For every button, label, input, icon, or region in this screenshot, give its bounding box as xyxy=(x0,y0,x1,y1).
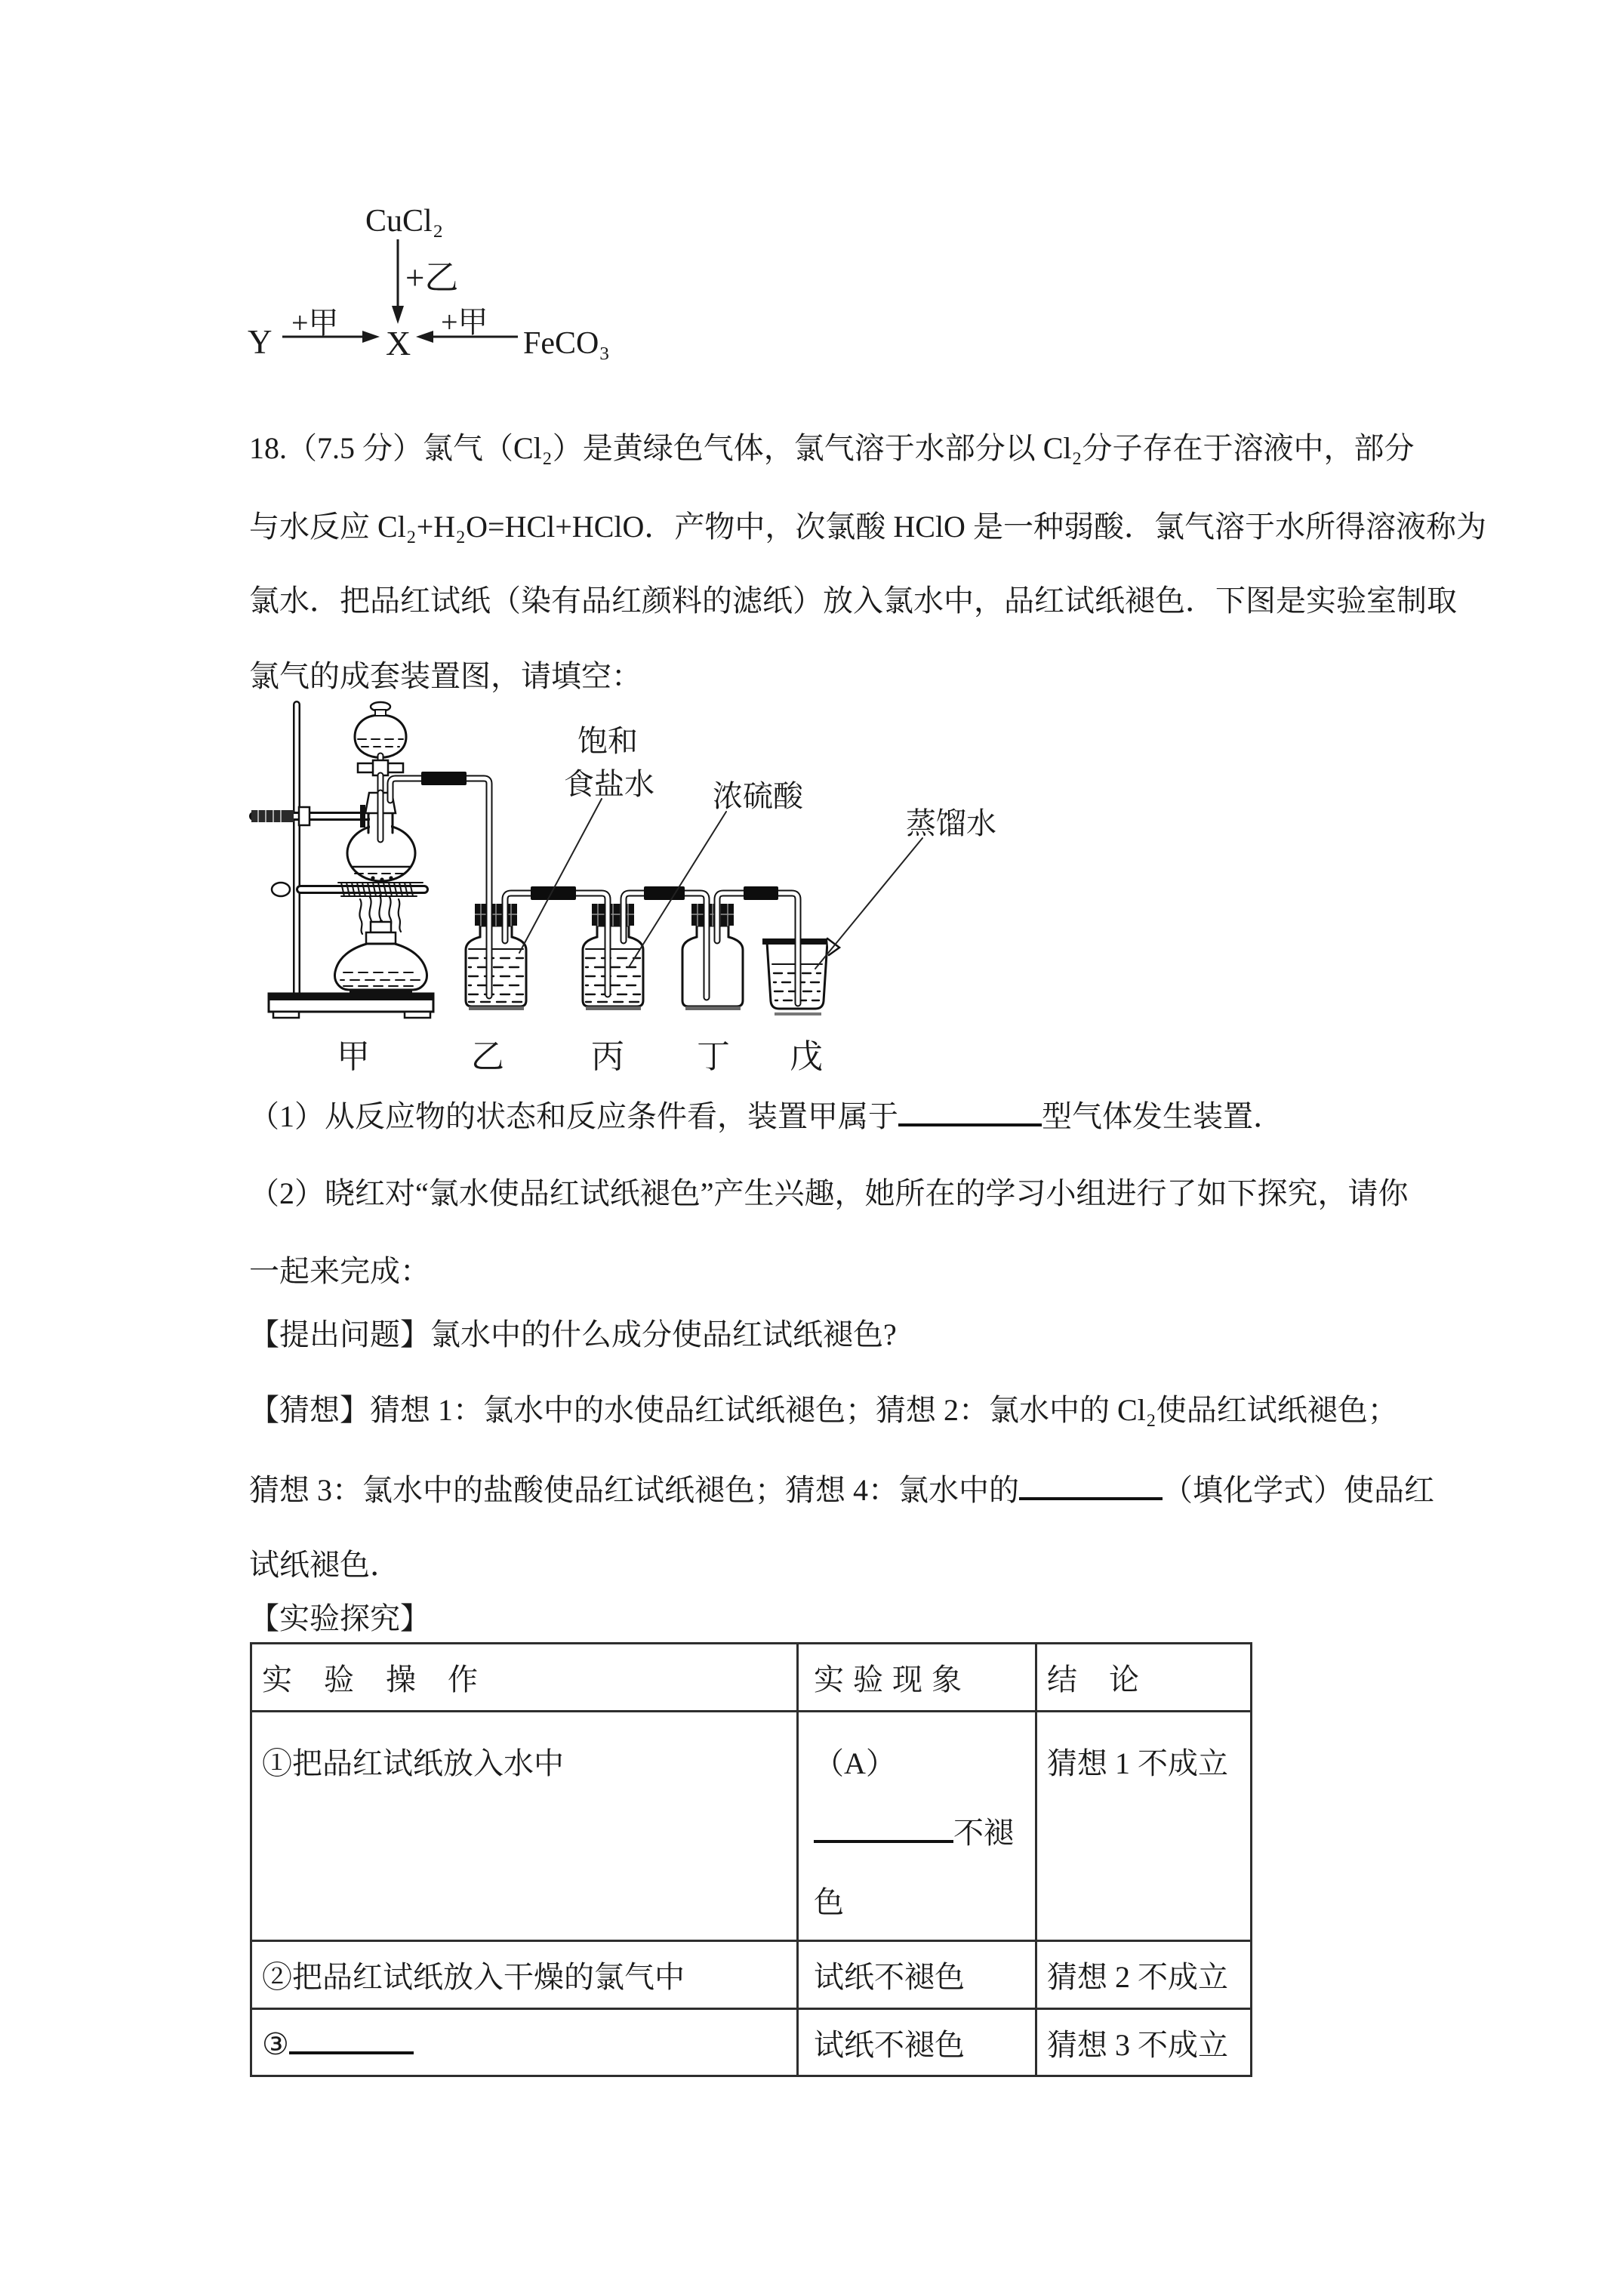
question-line-2: 与水反应 Cl₂+H₂O=HCl+HClO．产物中，次氯酸 HClO 是一种弱酸．氯气溶于水所得溶液称为 xyxy=(249,510,1486,544)
question-line-3: 氯水．把品红试纸（染有品红颜料的滤纸）放入氯水中，品红试纸褪色．下图是实验室制取 xyxy=(249,584,1457,618)
bottle-ding xyxy=(682,926,743,1010)
label-plus-yi: +乙 xyxy=(405,259,459,297)
header-operation: 实 验 操 作 xyxy=(251,1644,798,1712)
arrow-right-head xyxy=(362,331,380,343)
row3-conclusion: 猜想 3 不成立 xyxy=(1036,2009,1252,2076)
table-row-3 xyxy=(251,2009,1252,2076)
section-guesses-line-2 xyxy=(249,1469,1525,1512)
question-line-4: 氯气的成套装置图，请填空： xyxy=(249,659,642,693)
question-1 xyxy=(249,1095,1525,1138)
label-device-bing: 丙 xyxy=(591,1038,624,1075)
apparatus-figure xyxy=(211,698,1163,1080)
row1-phenomenon-suffix: 不褪色 xyxy=(814,1816,1014,1919)
section-problem: 【提出问题】氯水中的什么成分使品红试纸褪色? xyxy=(249,1318,897,1351)
blank-underline xyxy=(814,1811,953,1843)
label-device-jia: 甲 xyxy=(337,1038,370,1075)
arrow-down-head xyxy=(392,306,404,324)
label-sulfuric-acid: 浓硫酸 xyxy=(713,779,803,813)
row2-phenomenon: 试纸不褪色 xyxy=(798,1941,1036,2009)
row2-operation: ②把品红试纸放入干燥的氯气中 xyxy=(251,1941,798,2009)
question-line-1: 18.（7.5 分）氯气（Cl₂）是黄绿色气体，氯气溶于水部分以 Cl₂分子存在于溶液中，部分 xyxy=(249,431,1415,465)
guess-4-prefix: 猜想 3：氯水中的盐酸使品红试纸褪色；猜想 4：氯水中的 xyxy=(249,1473,1019,1507)
table-header-row xyxy=(251,1644,1252,1712)
arrow-left-head xyxy=(416,331,433,343)
experiment-table xyxy=(250,1642,1252,2077)
row1-conclusion: 猜想 1 不成立 xyxy=(1036,1712,1252,1941)
row1-operation: ①把品红试纸放入水中 xyxy=(251,1712,798,1941)
label-saturated-brine-2: 食盐水 xyxy=(564,767,654,801)
bottle-bing xyxy=(583,926,643,1010)
table-row-1 xyxy=(251,1712,1252,1941)
label-x: X xyxy=(386,324,411,362)
section-guesses-line-3: 试纸褪色． xyxy=(249,1548,400,1582)
question-2-line-1: （2）晓红对“氯水使品红试纸褪色”产生兴趣，她所在的学习小组进行了如下探究，请你 xyxy=(249,1176,1409,1210)
blank-underline xyxy=(289,2023,414,2054)
label-y: Y xyxy=(248,323,273,361)
bottle-yi xyxy=(466,926,526,1010)
section-guesses-line-1: 【猜想】猜想 1：氯水中的水使品红试纸褪色；猜想 2：氯水中的 Cl₂使品红试纸褪色； xyxy=(249,1393,1398,1427)
label-device-ding: 丁 xyxy=(697,1038,730,1075)
question-1-prefix: （1）从反应物的状态和反应条件看，装置甲属于 xyxy=(249,1099,898,1133)
reaction-diagram xyxy=(226,189,634,370)
label-device-yi: 乙 xyxy=(471,1038,504,1075)
label-plus-jia-right: +甲 xyxy=(441,305,488,339)
row1-phenomenon xyxy=(798,1712,1036,1941)
label-device-wu: 戊 xyxy=(790,1038,823,1075)
question-2-line-2: 一起来完成： xyxy=(249,1254,430,1288)
blank-underline xyxy=(1019,1469,1163,1500)
blank-underline xyxy=(898,1095,1042,1126)
round-bottom-flask xyxy=(347,793,415,882)
row1-phenomenon-a: （A） xyxy=(814,1746,896,1780)
table-row-2 xyxy=(251,1941,1252,2009)
row3-operation-number: ③ xyxy=(262,2027,289,2061)
header-phenomenon: 实 验 现 象 xyxy=(798,1644,1036,1712)
row3-phenomenon: 试纸不褪色 xyxy=(798,2009,1036,2076)
alcohol-lamp xyxy=(334,895,427,995)
guess-4-suffix: （填化学式）使品红 xyxy=(1163,1473,1434,1507)
row3-operation xyxy=(251,2009,798,2076)
reactant-cucl2: CuCl₂ xyxy=(365,204,444,239)
section-explore: 【实验探究】 xyxy=(249,1601,430,1635)
reactant-feco3: FeCO₃ xyxy=(523,326,610,361)
label-saturated-brine-1: 饱和 xyxy=(577,724,638,758)
row2-conclusion: 猜想 2 不成立 xyxy=(1036,1941,1252,2009)
row1-phenomenon-blank-line xyxy=(814,1798,1029,1937)
label-distilled-water: 蒸馏水 xyxy=(906,806,996,840)
label-plus-jia-left: +甲 xyxy=(291,306,339,340)
question-1-suffix: 型气体发生装置． xyxy=(1042,1099,1283,1133)
header-conclusion: 结 论 xyxy=(1036,1644,1252,1712)
